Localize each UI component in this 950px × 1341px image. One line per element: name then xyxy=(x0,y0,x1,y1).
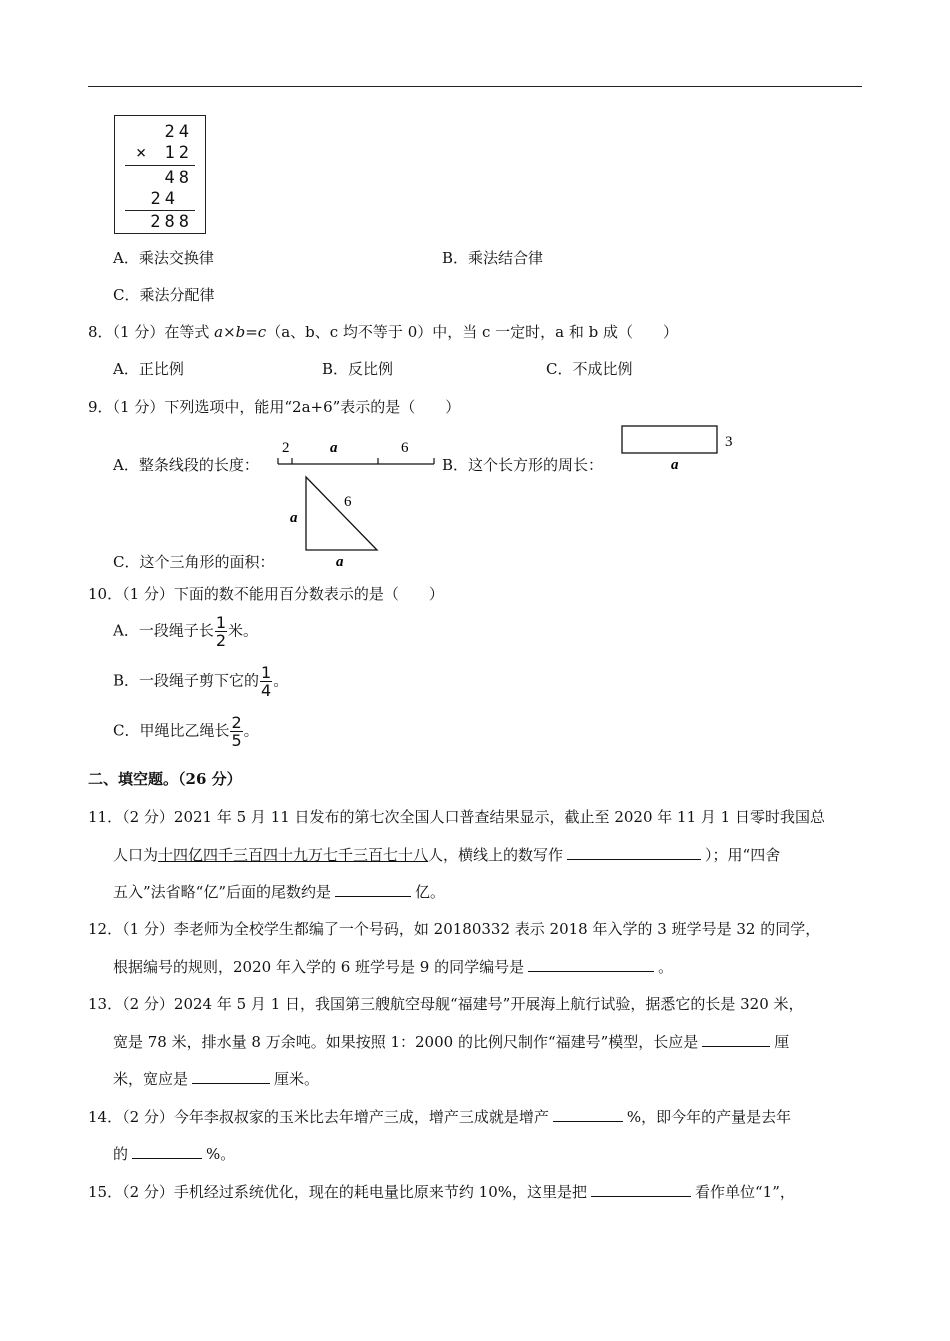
triangle-diagram xyxy=(282,472,392,572)
rectangle-diagram xyxy=(615,422,745,474)
q13-line3 xyxy=(113,1067,319,1089)
answer-blank[interactable] xyxy=(528,955,654,972)
q10-b-text: B．一段绳子剪下它的 xyxy=(113,671,260,690)
header-rule xyxy=(88,86,862,87)
q12-line1: 12．（1 分）李老师为全校学生都编了一个号码，如 20180332 表示 2018 年入学的 3 班学号是 32 的同学， xyxy=(88,920,821,938)
q11-line1: 11．（2 分）2021 年 5 月 11 日发布的第七次全国人口普查结果显示，截止至 2020 年 11 月 1 日零时我国总 xyxy=(88,808,825,826)
fraction xyxy=(215,614,227,649)
q10-b-suffix: 。 xyxy=(273,671,289,690)
q11-text: ）；用“四舍 xyxy=(705,846,781,864)
fraction-numerator: 1 xyxy=(215,613,227,632)
q10-stem: 10．（1 分）下面的数不能用百分数表示的是（ ） xyxy=(88,585,444,603)
q9-option-b[interactable]: B．这个长方形的周长： xyxy=(442,456,604,474)
q13-line2 xyxy=(113,1030,789,1052)
q8-mid: （a、b、c 均不等于 0）中，当 c 一定时，a 和 b 成（ ） xyxy=(266,323,679,341)
q10-option-c[interactable] xyxy=(113,714,259,749)
q10-c-text: C．甲绳比乙绳长 xyxy=(113,721,230,740)
answer-blank[interactable] xyxy=(192,1067,270,1084)
q13-text: 厘 xyxy=(774,1033,790,1051)
vertical-multiplication xyxy=(114,115,206,234)
segment-label-6: 6 xyxy=(401,440,409,456)
fraction xyxy=(230,714,242,749)
q14-text: %。 xyxy=(206,1145,236,1163)
triangle-shape xyxy=(306,477,377,550)
q11-text: 五入”法省略“亿”后面的尾数约是 xyxy=(113,883,332,901)
calc-line xyxy=(125,210,195,211)
q10-a-suffix: 米。 xyxy=(228,621,259,640)
calc-row: 288 xyxy=(150,212,193,232)
answer-blank[interactable] xyxy=(335,880,411,897)
answer-blank[interactable] xyxy=(132,1142,202,1159)
section-heading: 二、填空题。（26 分） xyxy=(88,770,242,788)
answer-blank[interactable] xyxy=(702,1030,770,1047)
q8-option-b[interactable]: B．反比例 xyxy=(322,360,394,378)
q14-line1 xyxy=(88,1105,791,1127)
triangle-side-label: a xyxy=(290,510,298,526)
q8-prefix: 8．（1 分）在等式 xyxy=(88,323,215,341)
q7-option-a[interactable]: A．乘法交换律 xyxy=(113,249,214,267)
rect-side-label: 3 xyxy=(725,434,733,450)
q9-option-c[interactable]: C．这个三角形的面积： xyxy=(113,553,275,571)
q7-option-b[interactable]: B．乘法结合律 xyxy=(442,249,544,267)
fraction xyxy=(260,664,272,699)
q10-c-suffix: 。 xyxy=(243,721,259,740)
q13-line1: 13．（2 分）2024 年 5 月 1 日，我国第三艘航空母舰“福建号”开展海上航行试验，据悉它的长是 320 米， xyxy=(88,995,804,1013)
q11-line2 xyxy=(113,843,780,865)
fraction-denominator: 5 xyxy=(231,731,242,750)
q14-line2 xyxy=(113,1142,235,1164)
q11-text: 亿。 xyxy=(415,883,446,901)
fraction-numerator: 2 xyxy=(231,713,242,732)
q10-option-b[interactable] xyxy=(113,664,288,699)
fraction-numerator: 1 xyxy=(261,663,272,682)
q8-expr: a×b=c xyxy=(214,323,267,341)
calc-row: 24 xyxy=(150,189,179,209)
q15-text: 15．（2 分）手机经过系统优化，现在的耗电量比原来节约 10%，这里是把 xyxy=(88,1183,588,1201)
q8-option-c[interactable]: C．不成比例 xyxy=(546,360,633,378)
q12-line2 xyxy=(113,955,673,977)
calc-row: × 12 xyxy=(136,143,193,163)
triangle-base-label: a xyxy=(336,554,344,570)
q11-text: 人，横线上的数写作 xyxy=(428,846,564,864)
q15-line1 xyxy=(88,1180,795,1202)
q11-underlined-number: 十四亿四千三百四十九万七千三百七十八 xyxy=(158,846,429,864)
q9-option-a[interactable]: A．整条线段的长度： xyxy=(113,456,259,474)
fraction-denominator: 2 xyxy=(215,631,227,650)
q7-option-c[interactable]: C．乘法分配律 xyxy=(113,286,215,304)
segment-label-a: a xyxy=(330,440,338,456)
q14-text: 14．（2 分）今年李叔叔家的玉米比去年增产三成，增产三成就是增产 xyxy=(88,1108,549,1126)
q14-text: %，即今年的产量是去年 xyxy=(626,1108,792,1126)
q15-text: 看作单位“1”， xyxy=(695,1183,795,1201)
q12-text: 根据编号的规则，2020 年入学的 6 班学号是 9 的同学编号是 xyxy=(113,958,525,976)
q13-text: 宽是 78 米，排水量 8 万余吨。如果按照 1：2000 的比例尺制作“福建号”模型，长应是 xyxy=(113,1033,699,1051)
q10-option-a[interactable] xyxy=(113,614,258,649)
q11-line3 xyxy=(113,880,445,902)
answer-blank[interactable] xyxy=(591,1180,691,1197)
segment-label-2: 2 xyxy=(282,440,290,456)
answer-blank[interactable] xyxy=(553,1105,623,1122)
calc-row: 48 xyxy=(164,168,193,188)
q11-text: 人口为 xyxy=(113,846,159,864)
triangle-hyp-label: 6 xyxy=(344,494,352,510)
q14-text: 的 xyxy=(113,1145,129,1163)
calc-row: 24 xyxy=(164,122,193,142)
line-segment-diagram xyxy=(270,432,445,472)
q8-option-a[interactable]: A．正比例 xyxy=(113,360,184,378)
q8-stem xyxy=(88,321,678,342)
q12-text: 。 xyxy=(658,958,674,976)
rectangle-shape xyxy=(622,426,717,453)
rect-bottom-label: a xyxy=(671,457,679,473)
fraction-denominator: 4 xyxy=(261,681,272,700)
calc-line xyxy=(125,165,195,166)
q9-stem: 9．（1 分）下列选项中，能用“2a+6”表示的是（ ） xyxy=(88,398,461,416)
q13-text: 米，宽应是 xyxy=(113,1070,189,1088)
answer-blank[interactable] xyxy=(567,843,701,860)
q13-text: 厘米。 xyxy=(274,1070,320,1088)
q10-a-text: A．一段绳子长 xyxy=(113,621,214,640)
